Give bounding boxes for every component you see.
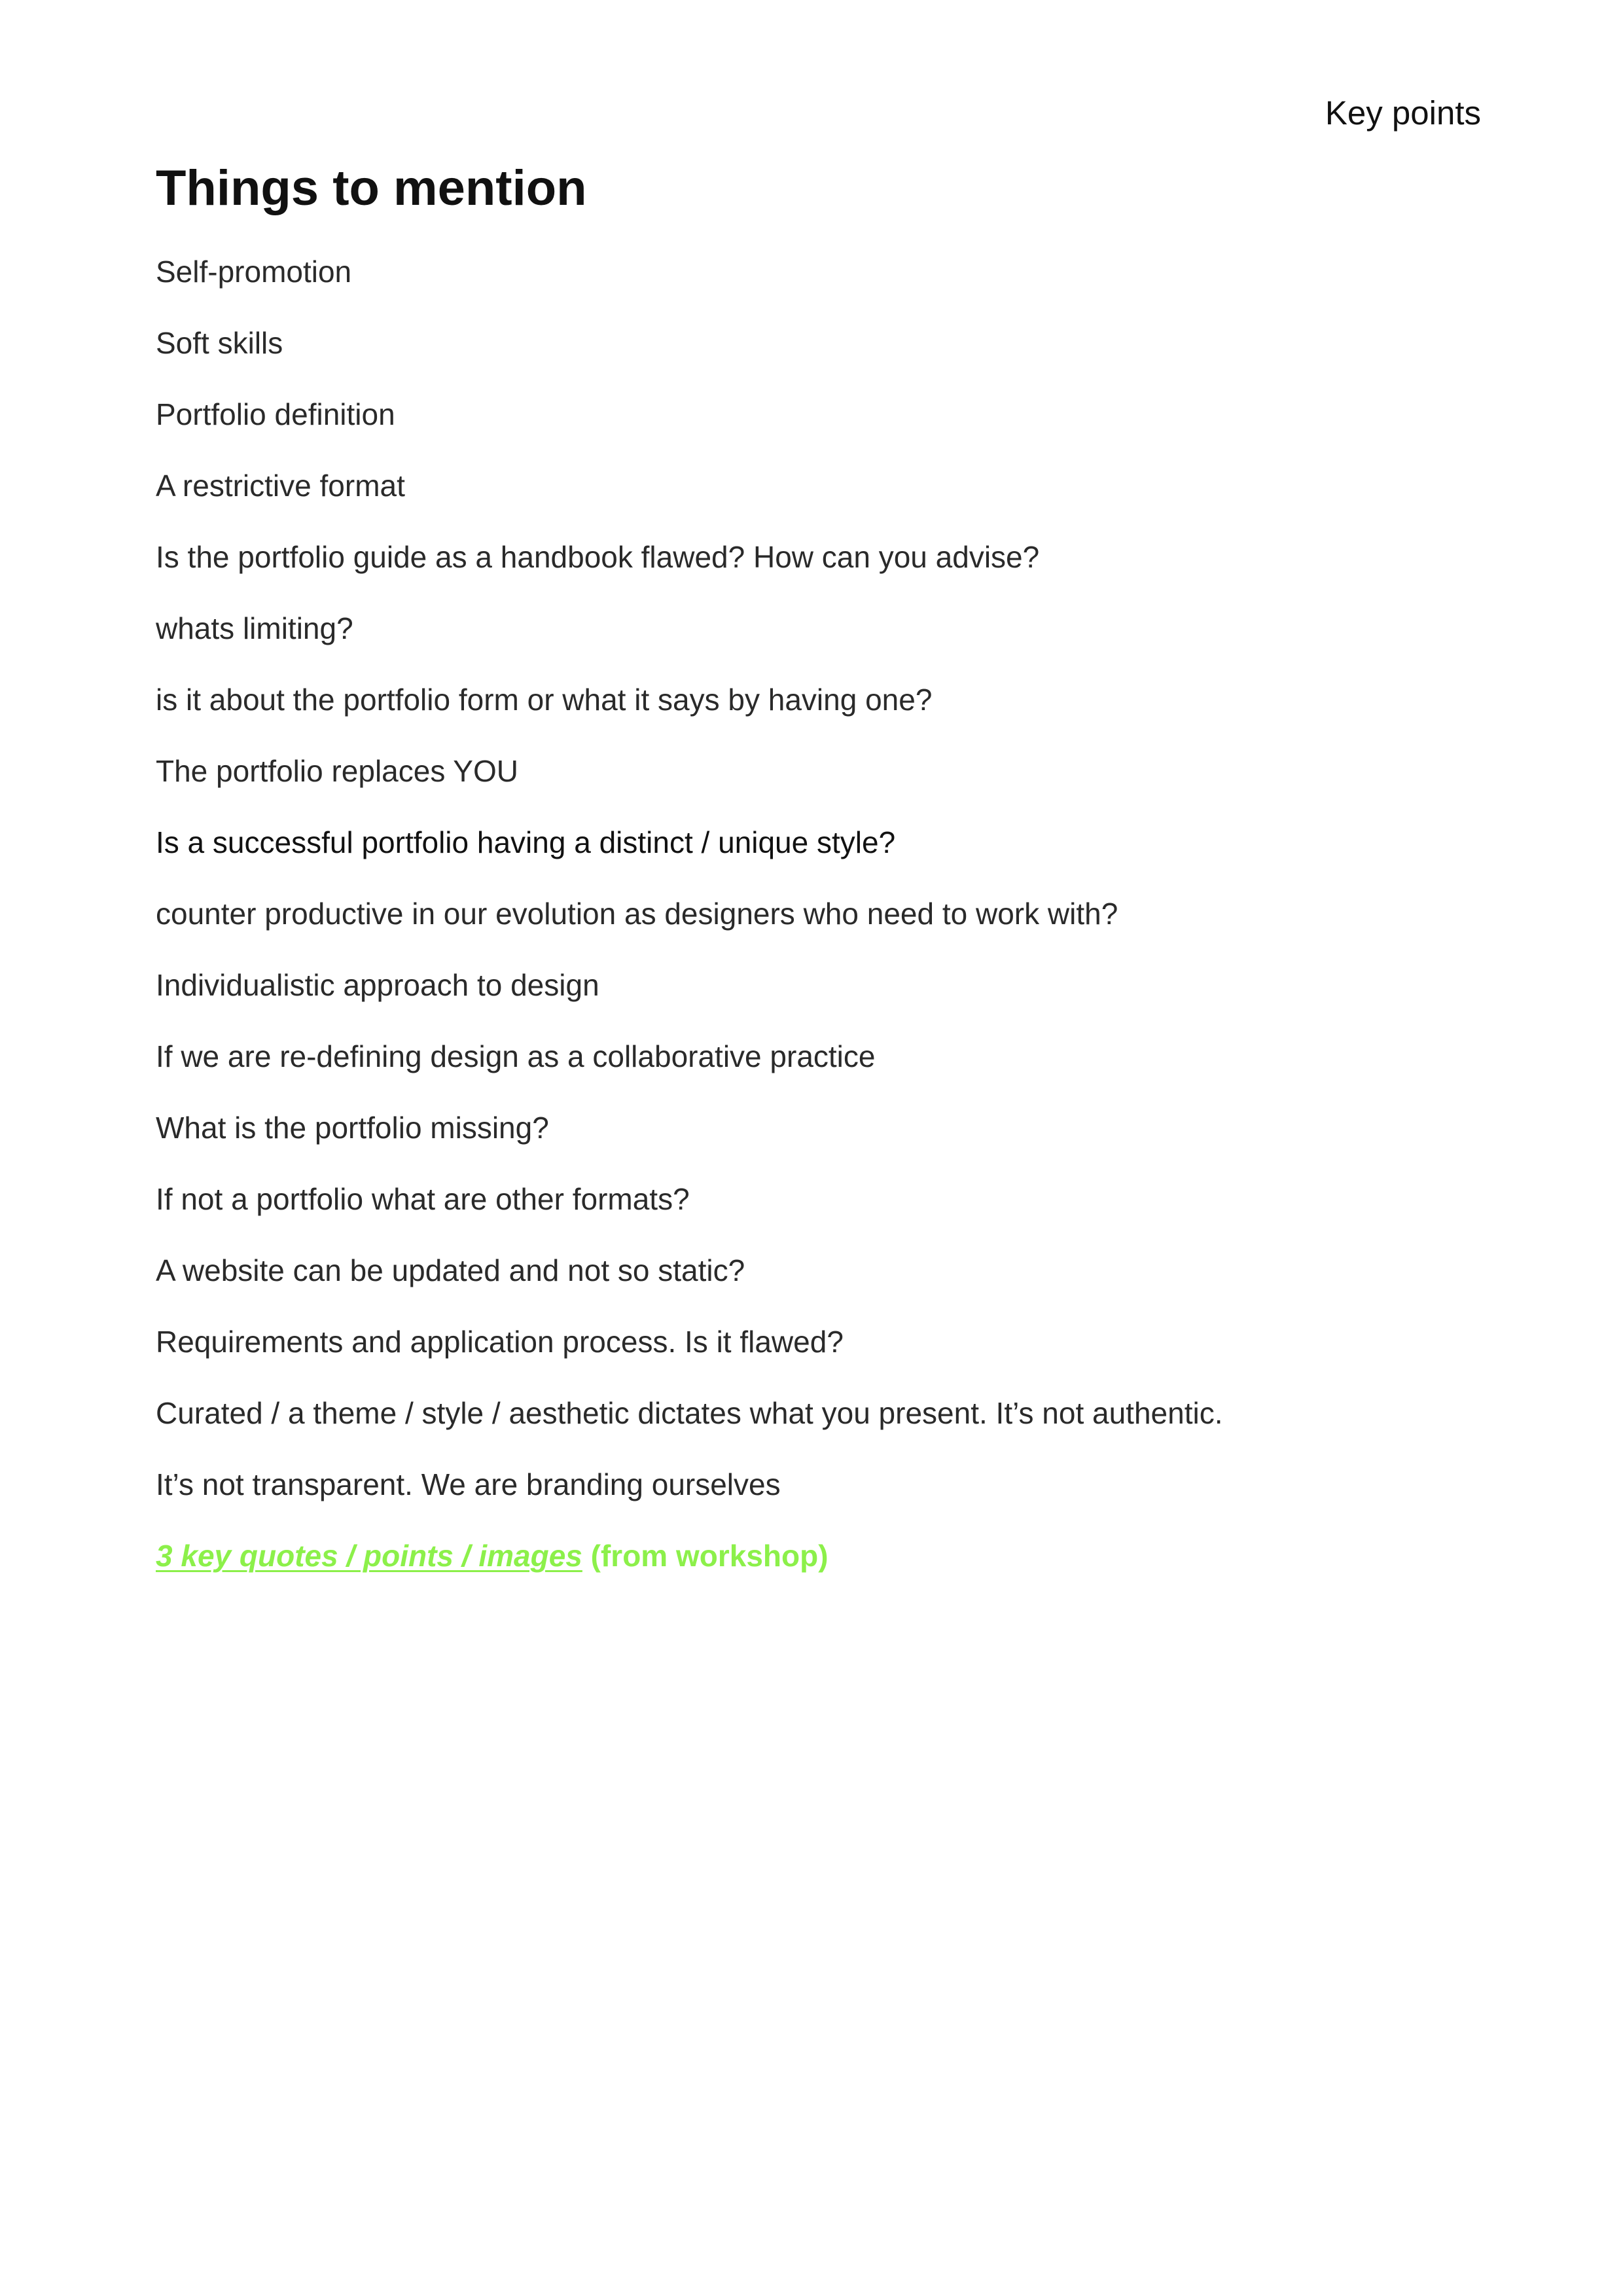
list-item: Portfolio definition <box>156 397 395 431</box>
list-item: What is the portfolio missing? <box>156 1111 549 1145</box>
list-item: counter productive in our evolution as designers who need to work with? <box>156 897 1118 931</box>
list-item: It’s not transparent. We are branding ourselves <box>156 1467 781 1501</box>
list-item: Soft skills <box>156 326 283 360</box>
list-item: Self-promotion <box>156 255 352 289</box>
list-item: whats limiting? <box>156 611 353 645</box>
list-item: A website can be updated and not so static? <box>156 1253 745 1287</box>
highlight-item <box>156 1536 1478 1575</box>
list-item: The portfolio replaces YOU <box>156 754 518 788</box>
page-header-label: Key points <box>1325 94 1481 132</box>
list-item: A restrictive format <box>156 469 405 503</box>
list-item: If not a portfolio what are other formats? <box>156 1182 690 1216</box>
list-item: Individualistic approach to design <box>156 968 599 1002</box>
highlight-suffix: (from workshop) <box>582 1539 829 1573</box>
list-item: is it about the portfolio form or what it says by having one? <box>156 683 933 717</box>
list-item: Is a successful portfolio having a distinct / unique style? <box>156 825 896 859</box>
list-item: Curated / a theme / style / aesthetic dictates what you present. It’s not authentic. <box>156 1396 1223 1430</box>
page-title: Things to mention <box>156 160 587 216</box>
key-quotes-link[interactable]: 3 key quotes / points / images <box>156 1539 582 1573</box>
list-item: Requirements and application process. Is it flawed? <box>156 1325 844 1359</box>
mention-list <box>156 252 1478 1575</box>
list-item: Is the portfolio guide as a handbook flawed? How can you advise? <box>156 540 1040 574</box>
list-item: If we are re-defining design as a collaborative practice <box>156 1039 876 1073</box>
